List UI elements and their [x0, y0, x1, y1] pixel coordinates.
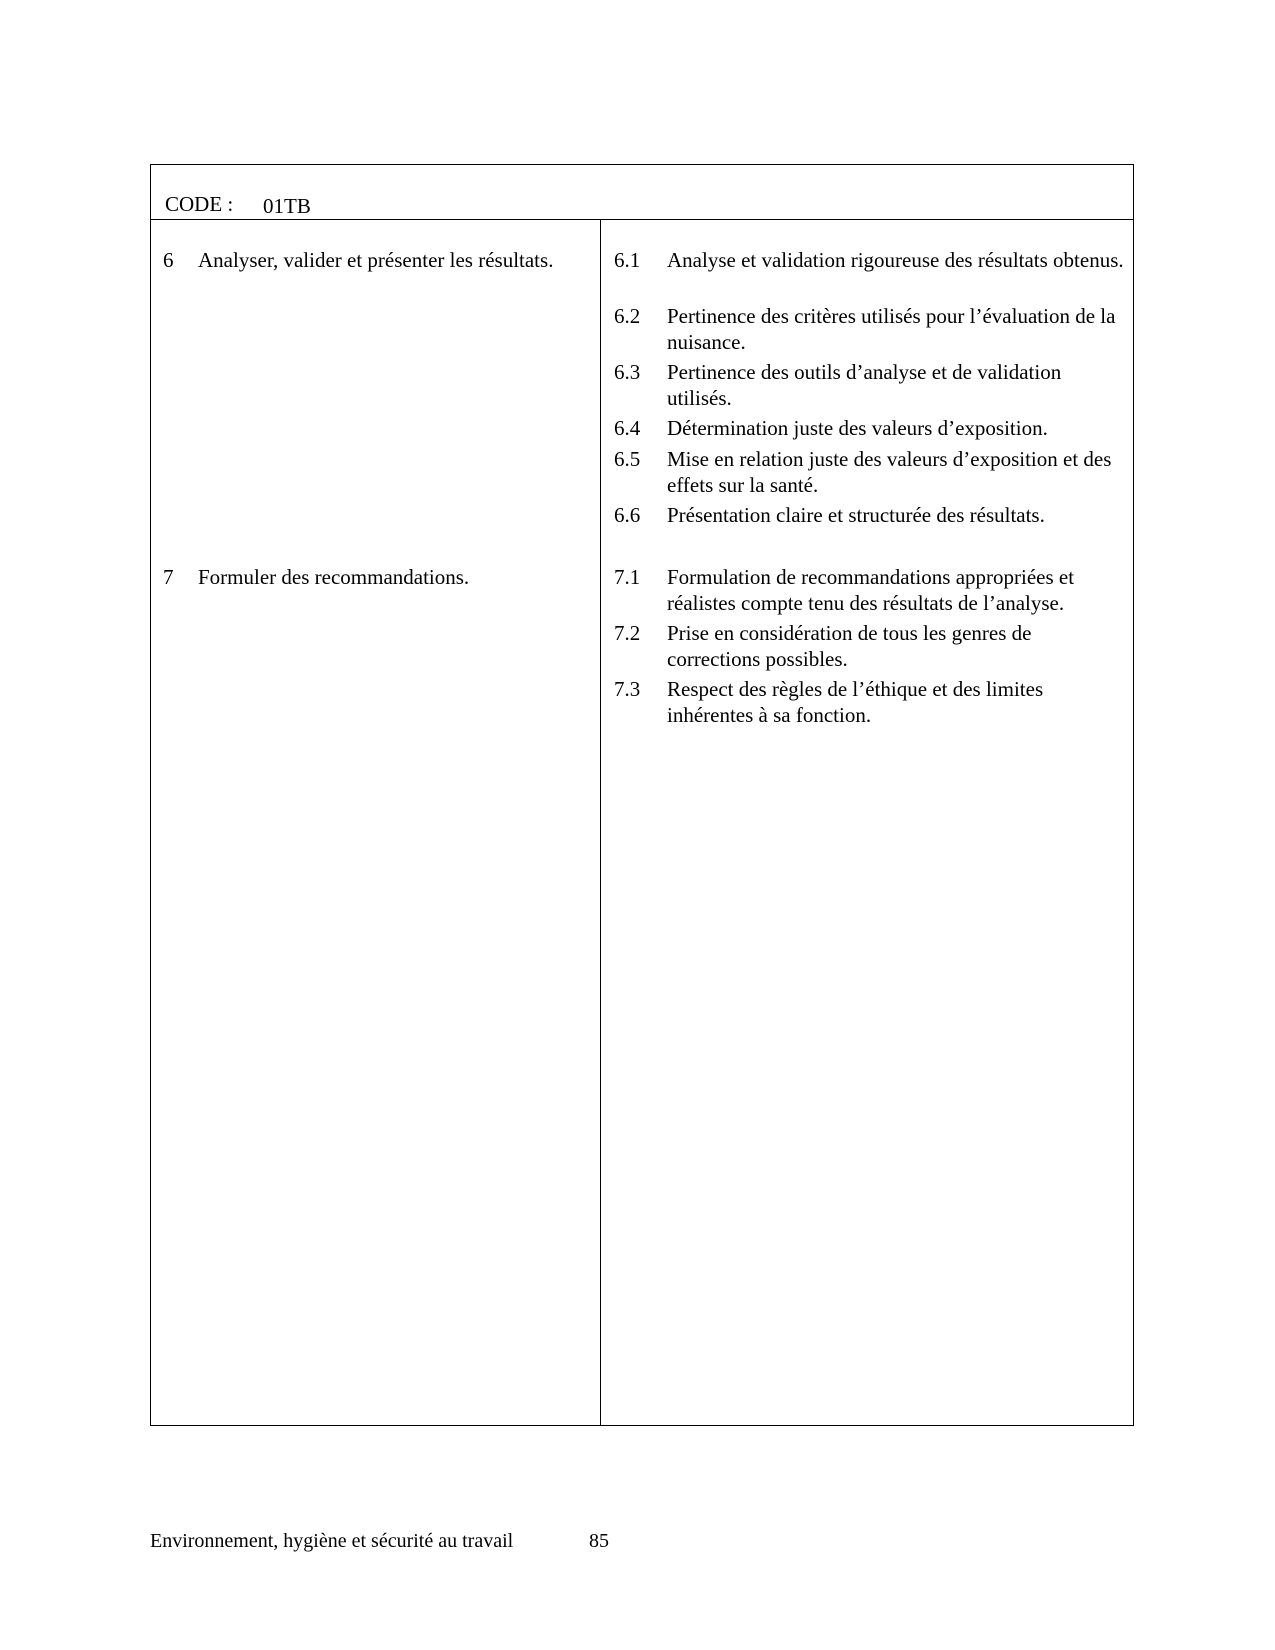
criterion-text: Pertinence des outils d’analyse et de validation utilisés. — [667, 360, 1062, 410]
criterion-number: 7.3 — [614, 677, 641, 701]
task-title: Formuler des recommandations. — [198, 565, 470, 589]
criterion-text: Pertinence des critères utilisés pour l’évaluation de la nuisance. — [667, 304, 1116, 354]
criterion-number: 6.1 — [614, 248, 641, 272]
criterion-number: 6.2 — [614, 304, 641, 328]
criterion-number: 7.1 — [614, 565, 641, 589]
criterion-number: 6.4 — [614, 416, 641, 440]
column-divider — [600, 220, 601, 1425]
criterion-number: 7.2 — [614, 621, 641, 645]
code-label: CODE : — [165, 192, 234, 216]
task-number: 7 — [163, 565, 174, 589]
footer-title: Environnement, hygiène et sécurité au travail — [150, 1530, 514, 1552]
task-title: Analyser, valider et présenter les résultats. — [198, 248, 554, 272]
criterion-number: 6.3 — [614, 360, 641, 384]
criterion-text: Détermination juste des valeurs d’exposition. — [667, 416, 1048, 440]
criterion-text: Mise en relation juste des valeurs d’exposition et des effets sur la santé. — [667, 447, 1112, 497]
competency-table — [150, 164, 1134, 1426]
code-value: 01TB — [263, 194, 311, 218]
page-number: 85 — [589, 1530, 609, 1552]
code-row — [151, 165, 1133, 220]
task-number: 6 — [163, 248, 174, 272]
criterion-text: Présentation claire et structurée des résultats. — [667, 503, 1045, 527]
criterion-text: Respect des règles de l’éthique et des limites inhérentes à sa fonction. — [667, 677, 1044, 727]
criterion-text: Analyse et validation rigoureuse des résultats obtenus. — [667, 248, 1124, 272]
criterion-number: 6.5 — [614, 447, 641, 471]
criterion-number: 6.6 — [614, 503, 641, 527]
criterion-text: Formulation de recommandations appropriées et réalistes compte tenu des résultats de l’analyse. — [667, 565, 1075, 615]
criterion-text: Prise en considération de tous les genres de corrections possibles. — [667, 621, 1032, 671]
